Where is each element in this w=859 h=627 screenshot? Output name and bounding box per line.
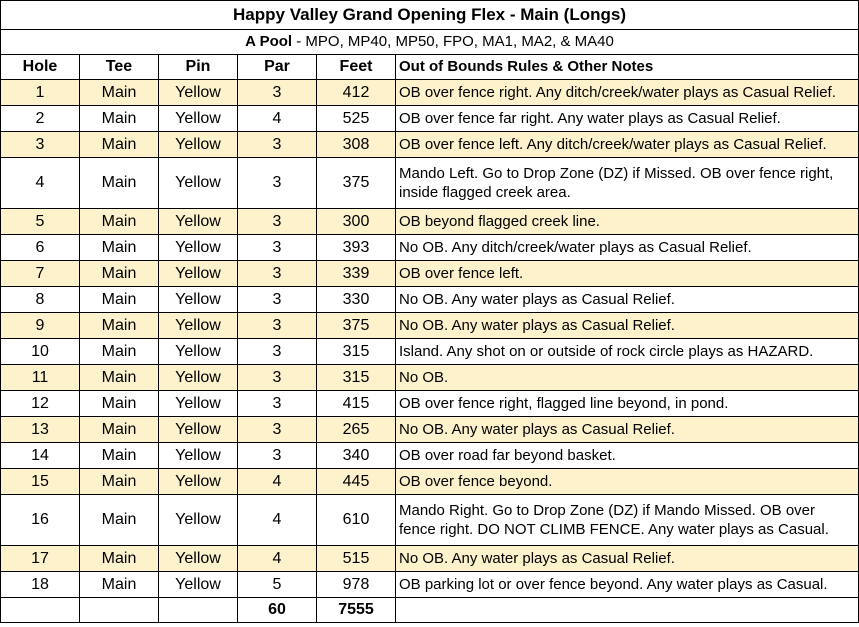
- hole-cell: 3: [1, 132, 80, 158]
- table-row: [1, 391, 859, 417]
- notes-cell: No OB. Any water plays as Casual Relief.: [396, 287, 859, 313]
- pin-cell: Yellow: [159, 158, 238, 209]
- table-row: [1, 235, 859, 261]
- table-row: [1, 365, 859, 391]
- table-row: [1, 209, 859, 235]
- hole-cell: 2: [1, 106, 80, 132]
- hole-cell: 5: [1, 209, 80, 235]
- par-cell: 3: [238, 80, 317, 106]
- hole-cell: 1: [1, 80, 80, 106]
- col-pin-header: Pin: [159, 55, 238, 80]
- pin-cell: Yellow: [159, 313, 238, 339]
- par-cell: 4: [238, 546, 317, 572]
- hole-cell: 18: [1, 572, 80, 598]
- col-par-header: Par: [238, 55, 317, 80]
- feet-cell: 265: [317, 417, 396, 443]
- hole-cell: 13: [1, 417, 80, 443]
- feet-cell: 978: [317, 572, 396, 598]
- hole-cell: 17: [1, 546, 80, 572]
- total-empty-cell: [159, 598, 238, 623]
- tee-cell: Main: [80, 209, 159, 235]
- par-cell: 3: [238, 287, 317, 313]
- par-cell: 3: [238, 443, 317, 469]
- tee-cell: Main: [80, 546, 159, 572]
- feet-cell: 375: [317, 313, 396, 339]
- notes-cell: No OB. Any water plays as Casual Relief.: [396, 546, 859, 572]
- table-row: [1, 313, 859, 339]
- par-cell: 3: [238, 365, 317, 391]
- sheet-title: Happy Valley Grand Opening Flex - Main (Longs): [1, 1, 859, 30]
- hole-cell: 10: [1, 339, 80, 365]
- table-row: [1, 417, 859, 443]
- notes-cell: OB over fence right. Any ditch/creek/water plays as Casual Relief.: [396, 80, 859, 106]
- pin-cell: Yellow: [159, 209, 238, 235]
- par-cell: 3: [238, 132, 317, 158]
- tee-cell: Main: [80, 469, 159, 495]
- totals-row: [1, 598, 859, 623]
- total-par: 60: [238, 598, 317, 623]
- pool-label: A Pool: [245, 33, 293, 50]
- col-notes-header: Out of Bounds Rules & Other Notes: [396, 55, 859, 80]
- pin-cell: Yellow: [159, 132, 238, 158]
- pin-cell: Yellow: [159, 235, 238, 261]
- feet-cell: 375: [317, 158, 396, 209]
- feet-cell: 315: [317, 365, 396, 391]
- par-cell: 4: [238, 495, 317, 546]
- notes-cell: Mando Right. Go to Drop Zone (DZ) if Mando Missed. OB over fence right. DO NOT CLIMB FENCE. Any water plays as Casual.: [396, 495, 859, 546]
- table-row: [1, 106, 859, 132]
- feet-cell: 415: [317, 391, 396, 417]
- notes-cell: OB over fence beyond.: [396, 469, 859, 495]
- pin-cell: Yellow: [159, 391, 238, 417]
- hole-cell: 16: [1, 495, 80, 546]
- notes-cell: No OB. Any water plays as Casual Relief.: [396, 417, 859, 443]
- tee-cell: Main: [80, 495, 159, 546]
- table-row: [1, 339, 859, 365]
- feet-cell: 393: [317, 235, 396, 261]
- total-empty-cell: [1, 598, 80, 623]
- par-cell: 3: [238, 417, 317, 443]
- tee-cell: Main: [80, 132, 159, 158]
- pin-cell: Yellow: [159, 572, 238, 598]
- feet-cell: 340: [317, 443, 396, 469]
- pin-cell: Yellow: [159, 287, 238, 313]
- tee-cell: Main: [80, 106, 159, 132]
- notes-cell: OB over road far beyond basket.: [396, 443, 859, 469]
- notes-cell: OB over fence left. Any ditch/creek/water plays as Casual Relief.: [396, 132, 859, 158]
- par-cell: 3: [238, 235, 317, 261]
- tee-cell: Main: [80, 158, 159, 209]
- feet-cell: 315: [317, 339, 396, 365]
- notes-cell: No OB. Any water plays as Casual Relief.: [396, 313, 859, 339]
- par-cell: 4: [238, 469, 317, 495]
- tee-cell: Main: [80, 261, 159, 287]
- pin-cell: Yellow: [159, 106, 238, 132]
- notes-cell: OB over fence right, flagged line beyond, in pond.: [396, 391, 859, 417]
- col-feet-header: Feet: [317, 55, 396, 80]
- hole-cell: 11: [1, 365, 80, 391]
- feet-cell: 300: [317, 209, 396, 235]
- feet-cell: 308: [317, 132, 396, 158]
- tee-cell: Main: [80, 417, 159, 443]
- col-tee-header: Tee: [80, 55, 159, 80]
- hole-cell: 8: [1, 287, 80, 313]
- hole-cell: 12: [1, 391, 80, 417]
- pin-cell: Yellow: [159, 495, 238, 546]
- table-row: [1, 572, 859, 598]
- pin-cell: Yellow: [159, 469, 238, 495]
- tee-cell: Main: [80, 391, 159, 417]
- feet-cell: 339: [317, 261, 396, 287]
- tee-cell: Main: [80, 572, 159, 598]
- notes-cell: OB over fence far right. Any water plays as Casual Relief.: [396, 106, 859, 132]
- tee-cell: Main: [80, 443, 159, 469]
- pin-cell: Yellow: [159, 261, 238, 287]
- tee-cell: Main: [80, 235, 159, 261]
- table-row: [1, 443, 859, 469]
- pin-cell: Yellow: [159, 339, 238, 365]
- feet-cell: 412: [317, 80, 396, 106]
- tee-cell: Main: [80, 80, 159, 106]
- total-empty-cell: [396, 598, 859, 623]
- notes-cell: Island. Any shot on or outside of rock circle plays as HAZARD.: [396, 339, 859, 365]
- header-row: [1, 55, 859, 80]
- tee-cell: Main: [80, 365, 159, 391]
- par-cell: 3: [238, 209, 317, 235]
- hole-cell: 6: [1, 235, 80, 261]
- par-cell: 5: [238, 572, 317, 598]
- feet-cell: 610: [317, 495, 396, 546]
- feet-cell: 445: [317, 469, 396, 495]
- feet-cell: 525: [317, 106, 396, 132]
- table-row: [1, 546, 859, 572]
- table-row: [1, 469, 859, 495]
- notes-cell: OB beyond flagged creek line.: [396, 209, 859, 235]
- notes-cell: Mando Left. Go to Drop Zone (DZ) if Missed. OB over fence right, inside flagged creek area.: [396, 158, 859, 209]
- hole-cell: 14: [1, 443, 80, 469]
- total-feet: 7555: [317, 598, 396, 623]
- notes-cell: No OB.: [396, 365, 859, 391]
- table-row: [1, 132, 859, 158]
- table-row: [1, 158, 859, 209]
- par-cell: 3: [238, 261, 317, 287]
- tee-cell: Main: [80, 339, 159, 365]
- pool-line: [1, 30, 859, 55]
- pin-cell: Yellow: [159, 80, 238, 106]
- par-cell: 3: [238, 339, 317, 365]
- hole-cell: 9: [1, 313, 80, 339]
- tee-cell: Main: [80, 313, 159, 339]
- feet-cell: 330: [317, 287, 396, 313]
- par-cell: 3: [238, 391, 317, 417]
- col-hole-header: Hole: [1, 55, 80, 80]
- notes-cell: No OB. Any ditch/creek/water plays as Casual Relief.: [396, 235, 859, 261]
- hole-cell: 15: [1, 469, 80, 495]
- notes-cell: OB parking lot or over fence beyond. Any water plays as Casual.: [396, 572, 859, 598]
- par-cell: 3: [238, 313, 317, 339]
- hole-cell: 4: [1, 158, 80, 209]
- table-row: [1, 80, 859, 106]
- table-row: [1, 261, 859, 287]
- table-row: [1, 495, 859, 546]
- feet-cell: 515: [317, 546, 396, 572]
- pin-cell: Yellow: [159, 365, 238, 391]
- par-cell: 4: [238, 106, 317, 132]
- pin-cell: Yellow: [159, 417, 238, 443]
- pin-cell: Yellow: [159, 443, 238, 469]
- pin-cell: Yellow: [159, 546, 238, 572]
- tee-cell: Main: [80, 287, 159, 313]
- hole-cell: 7: [1, 261, 80, 287]
- notes-cell: OB over fence left.: [396, 261, 859, 287]
- par-cell: 3: [238, 158, 317, 209]
- total-empty-cell: [80, 598, 159, 623]
- pool-divisions: - MPO, MP40, MP50, FPO, MA1, MA2, & MA40: [292, 33, 614, 50]
- table-row: [1, 287, 859, 313]
